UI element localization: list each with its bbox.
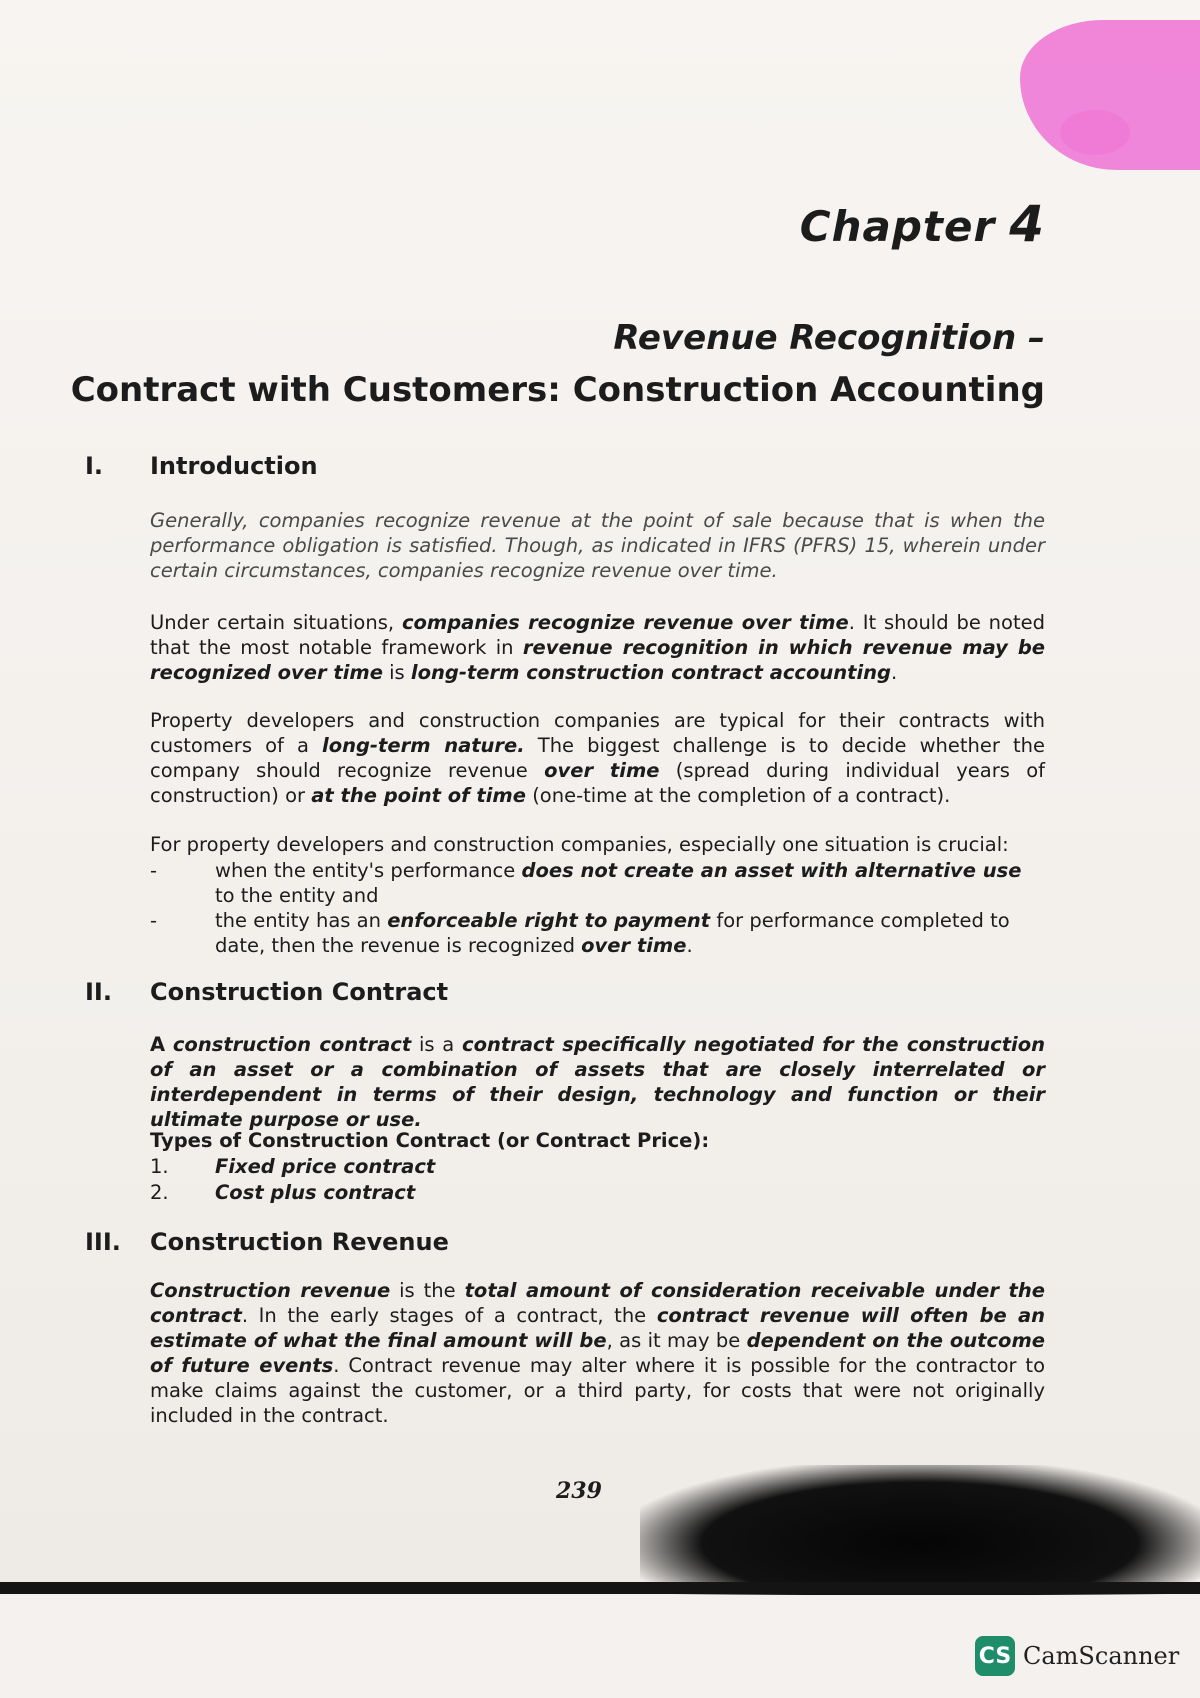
section-heading-construction-contract: II. Construction Contract [85,978,449,1006]
contract-types-heading: Types of Construction Contract (or Contract Price): [150,1129,710,1152]
section-heading-construction-revenue: III. Construction Revenue [85,1228,449,1256]
list-item: 2. Cost plus contract [150,1181,416,1204]
list-item: 1. Fixed price contract [150,1155,436,1178]
intro-paragraph-4: For property developers and construction companies, especially one situation is crucial: [150,833,1009,856]
pink-highlight-mark [1060,110,1130,155]
camscanner-logo-icon: CS [975,1636,1015,1676]
scan-page-edge [0,1582,1200,1594]
construction-contract-definition: A construction contract is a contract specifically negotiated for the construction of an asset or a combination of assets that are closely interrelated or interdependent in terms of their design, technology and function or their ultimate purpose or use. [150,1033,1046,1131]
chapter-title-line1: Revenue Recognition – [613,318,1045,358]
chapter-number: 4 [1009,195,1045,253]
page-number: 239 [556,1478,602,1504]
list-item: - when the entity's performance does not create an asset with alternative use to the entity and [150,859,1022,907]
list-item: - the entity has an enforceable right to payment for performance completed to date, then the revenue is recognized over time. [150,909,1010,957]
intro-paragraph-1: Generally, companies recognize revenue at the point of sale because that is when the performance obligation is satisfied. Though, as indicated in IFRS (PFRS) 15, wherein under certain circumstances, companies recognize revenue over time. [150,509,1045,582]
camscanner-watermark [975,1636,1179,1676]
chapter-label: Chapter [799,202,996,251]
intro-bullet-list [150,858,1045,958]
chapter-title-line2: Contract with Customers: Construction Accounting [70,370,1045,410]
construction-revenue-paragraph: Construction revenue is the total amount of consideration receivable under the contract. In the early stages of a contract, the contract revenue will often be an estimate of what the final amount will be, as it may be dependent on the outcome of future events. Contract revenue may alter where it is possible for the contractor to make claims against the customer, or a third party, for costs that were not originally included in the contract. [150,1279,1046,1427]
chapter-heading [800,195,1045,253]
scan-shadow [640,1465,1200,1595]
section-heading-introduction: I. Introduction [85,452,318,480]
contract-types [150,1128,1045,1206]
camscanner-label: CamScanner [1023,1642,1180,1670]
intro-paragraph-2: Under certain situations, companies recognize revenue over time. It should be noted that the most notable framework in revenue recognition in which revenue may be recognized over time is long-term construction contract accounting. [150,611,1046,684]
intro-paragraph-3: Property developers and construction companies are typical for their contracts with customers of a long-term nature. The biggest challenge is to decide whether the company should recognize revenue over time (spread during individual years of construction) or at the point of time (one-time at the completion of a contract). [150,709,1046,807]
